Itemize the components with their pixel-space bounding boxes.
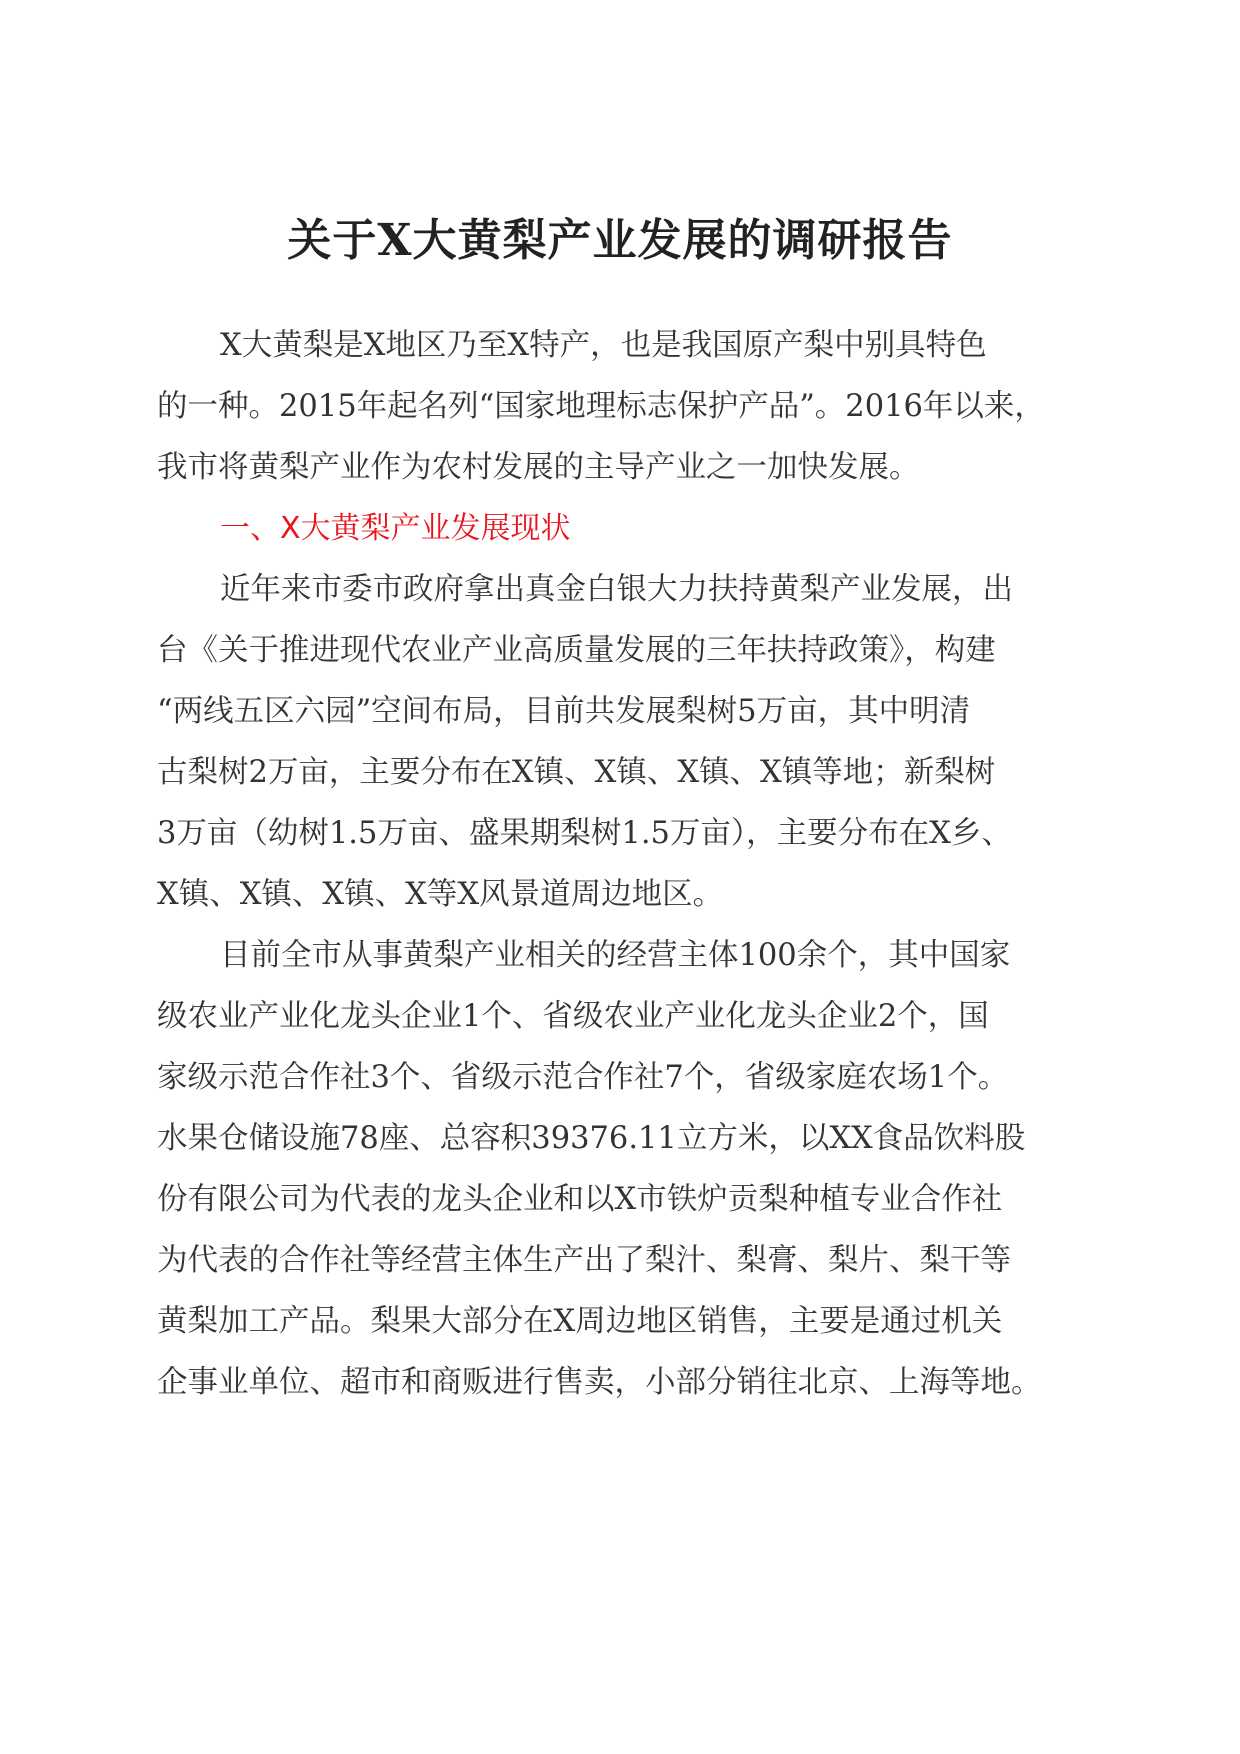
paragraph-1-line: 3万亩（幼树1.5万亩、盛果期梨树1.5万亩），主要分布在X乡、 (157, 816, 1012, 851)
paragraph-1-line: 近年来市委市政府拿出真金白银大力扶持黄梨产业发展，出 (220, 572, 1013, 607)
page-title: 关于X大黄梨产业发展的调研报告 (287, 215, 953, 266)
paragraph-2-line: 水果仓储设施78座、总容积39376.11立方米，以XX食品饮料股 (157, 1121, 1026, 1156)
paragraph-2-line: 级农业产业化龙头企业1个、省级农业产业化龙头企业2个，国 (157, 999, 989, 1034)
intro-line: 的一种。2015年起名列“国家地理标志保护产品”。2016年以来， (157, 389, 1045, 424)
section-heading: 一、X大黄梨产业发展现状 (220, 511, 571, 546)
paragraph-2-line: 企事业单位、超市和商贩进行售卖，小部分销往北京、上海等地。 (157, 1365, 1042, 1400)
paragraph-2-line: 家级示范合作社3个、省级示范合作社7个，省级家庭农场1个。 (157, 1060, 1009, 1095)
paragraph-1-line: 台《关于推进现代农业产业高质量发展的三年扶持政策》，构建 (157, 633, 996, 668)
paragraph-2-line: 为代表的合作社等经营主体生产出了梨汁、梨膏、梨片、梨干等 (157, 1243, 1011, 1278)
intro-line: 我市将黄梨产业作为农村发展的主导产业之一加快发展。 (157, 450, 920, 485)
intro-line: X大黄梨是X地区乃至X特产，也是我国原产梨中别具特色 (220, 328, 987, 363)
paragraph-1-line: X镇、X镇、X镇、X等X风景道周边地区。 (157, 877, 724, 912)
paragraph-2-line: 目前全市从事黄梨产业相关的经营主体100余个，其中国家 (220, 938, 1011, 973)
paragraph-2-line: 黄梨加工产品。梨果大部分在X周边地区销售，主要是通过机关 (157, 1304, 1003, 1339)
paragraph-1-line: 古梨树2万亩，主要分布在X镇、X镇、X镇、X镇等地；新梨树 (157, 755, 996, 790)
paragraph-2-line: 份有限公司为代表的龙头企业和以X市铁炉贡梨种植专业合作社 (157, 1182, 1003, 1217)
paragraph-1-line: “两线五区六园”空间布局，目前共发展梨树5万亩，其中明清 (157, 694, 971, 729)
